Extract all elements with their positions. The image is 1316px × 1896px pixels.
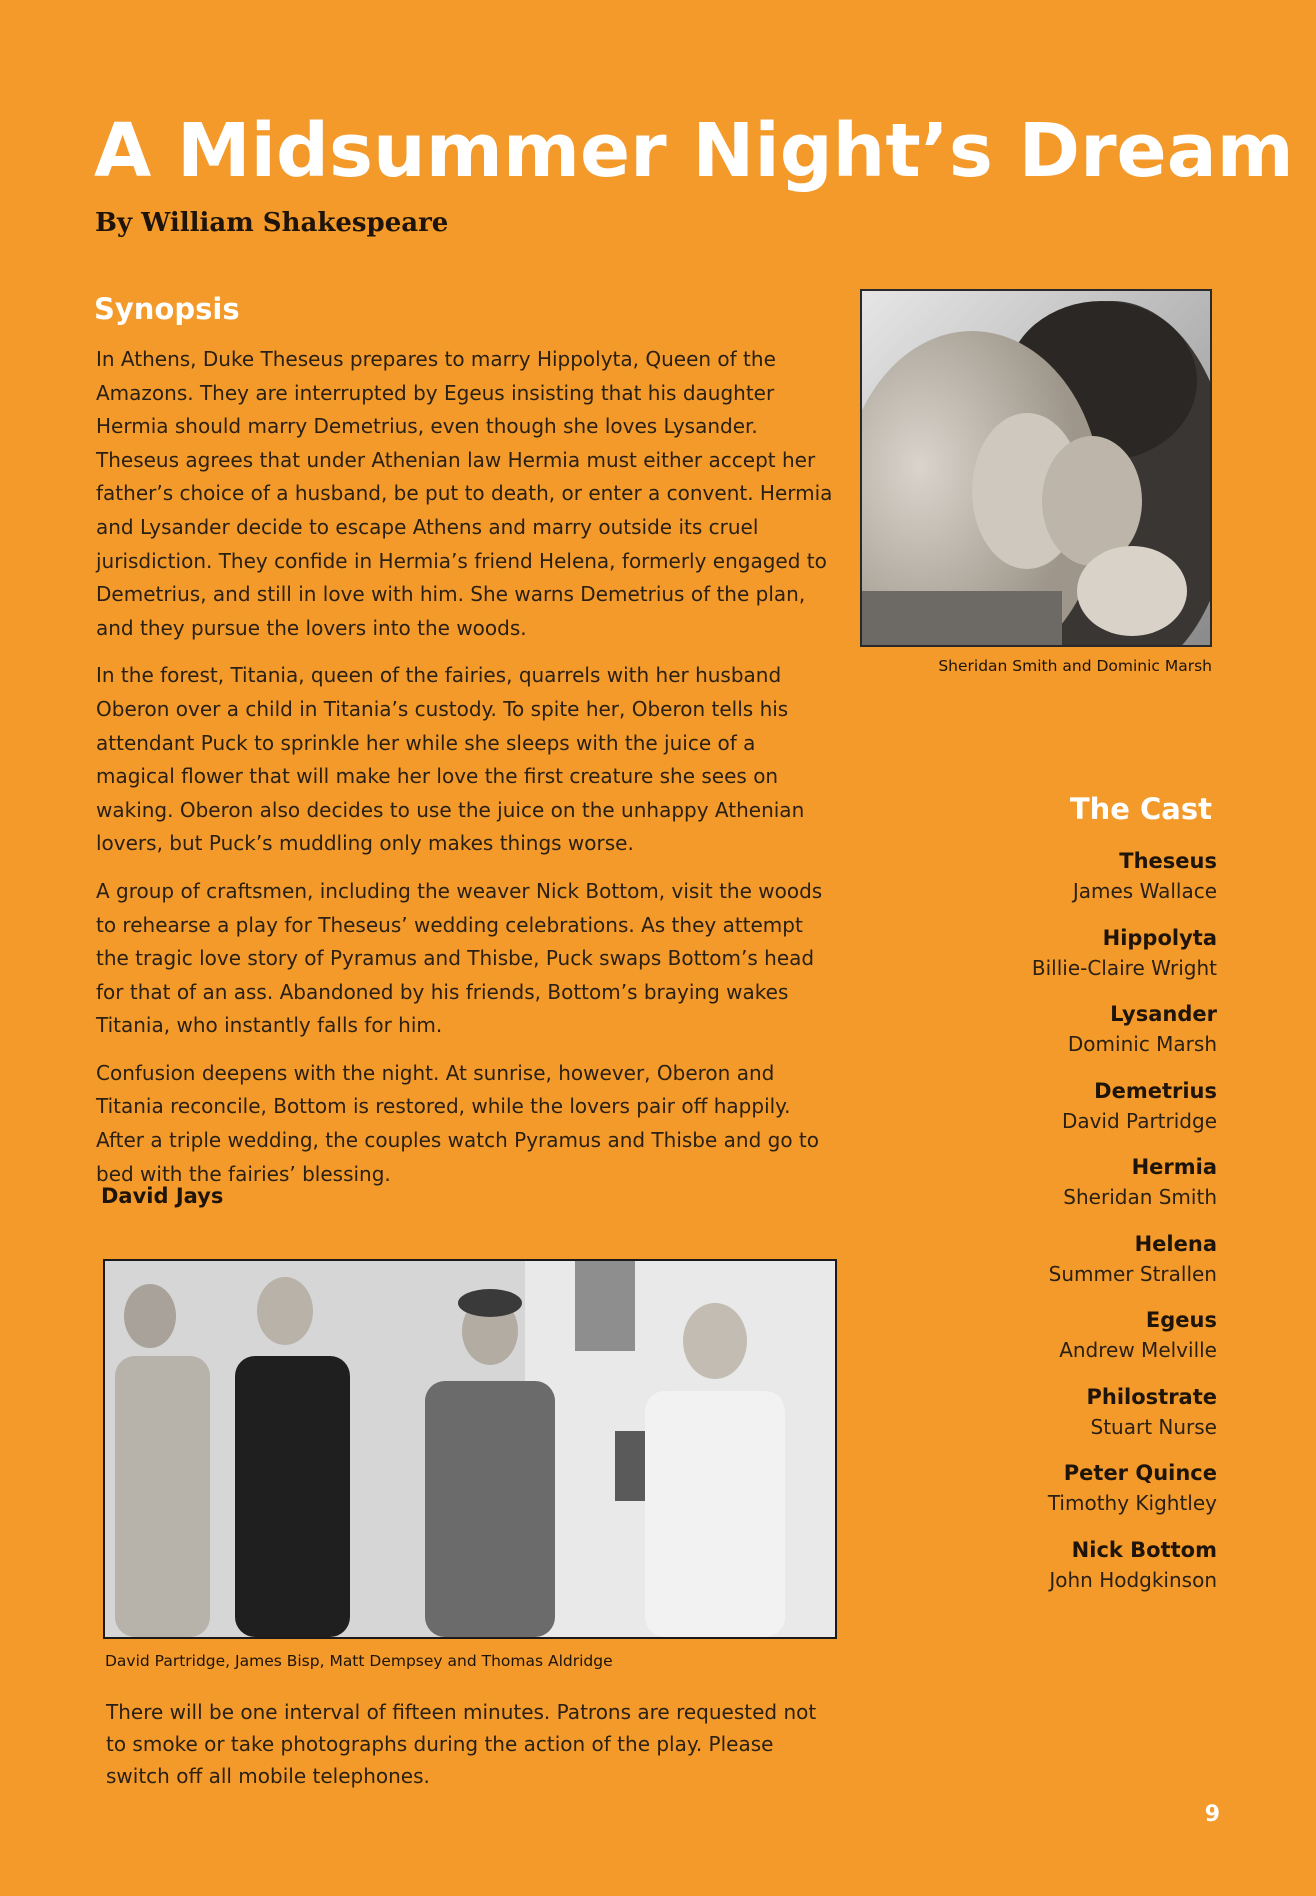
byline: By William Shakespeare — [95, 208, 449, 238]
cast-item — [917, 999, 1217, 1076]
cast-actor: Dominic Marsh — [1067, 1032, 1217, 1056]
synopsis-heading: Synopsis — [94, 292, 240, 326]
actors-photo-caption: David Partridge, James Bisp, Matt Dempsey and Thomas Aldridge — [105, 1652, 613, 1670]
actors-photo — [103, 1259, 837, 1639]
cast-actor: David Partridge — [1061, 1108, 1217, 1133]
cast-role: Lysander — [1110, 1002, 1217, 1026]
cast-actor: John Hodgkinson — [1049, 1567, 1217, 1592]
page-number: 9 — [1204, 1802, 1220, 1827]
cast-role: Helena — [1134, 1231, 1217, 1256]
audience-notice: There will be one interval of fifteen minutes. Patrons are requested not to smoke or take photographs during the action of the play. Please switch off all mobile telephones. — [106, 1700, 817, 1788]
cast-role: Hippolyta — [1102, 925, 1217, 950]
cast-heading: The Cast — [1069, 792, 1212, 826]
cast-item — [917, 1305, 1217, 1382]
synopsis-paragraph: A group of craftsmen, including the weaver Nick Bottom, visit the woods to rehearse a play for Theseus’ wedding celebrations. As they attempt the tragic love story of Pyramus and Thisbe, Puck swaps Bottom’s head for that of an ass. Abandoned by his friends, Bottom’s braying wakes Titania, who instantly falls for him. — [96, 878, 823, 1038]
cast-role: Demetrius — [1094, 1078, 1217, 1103]
cast-item — [917, 1535, 1217, 1612]
actors-photo-image — [105, 1261, 835, 1637]
couple-photo — [860, 289, 1212, 647]
cast-item — [917, 1152, 1217, 1229]
cast-item — [917, 923, 1217, 1000]
cast-role: Peter Quince — [1063, 1461, 1217, 1485]
synopsis-body — [96, 343, 836, 1205]
cast-list — [917, 846, 1217, 1611]
couple-photo-image — [862, 291, 1210, 645]
cast-role: Theseus — [1119, 849, 1217, 873]
cast-role: Philostrate — [1086, 1384, 1217, 1409]
cast-item — [917, 1076, 1217, 1153]
cast-actor: Sheridan Smith — [1063, 1185, 1217, 1209]
cast-item — [917, 846, 1217, 923]
cast-role: Hermia — [1131, 1155, 1217, 1179]
cast-actor: Summer Strallen — [1048, 1261, 1217, 1286]
cast-item — [917, 1229, 1217, 1306]
synopsis-paragraph: In the forest, Titania, queen of the fairies, quarrels with her husband Oberon over a child in Titania’s custody. To spite her, Oberon tells his attendant Puck to sprinkle her while she sleeps with the juice of a magical flower that will make her love the first creature she sees on waking. Oberon also decides to use the juice on the unhappy Athenian lovers, but Puck’s muddling only makes things worse. — [96, 663, 805, 856]
synopsis-author: David Jays — [101, 1184, 224, 1208]
cast-actor: James Wallace — [1072, 879, 1217, 903]
cast-actor: Andrew Melville — [1059, 1338, 1217, 1362]
synopsis-paragraph: In Athens, Duke Theseus prepares to marry Hippolyta, Queen of the Amazons. They are interrupted by Egeus insisting that his daughter Hermia should marry Demetrius, even though she loves Lysander. Theseus agrees that under Athenian law Hermia must either accept her father’s choice of a husband, be put to death, or enter a convent. Hermia and Lysander decide to escape Athens and marry outside its cruel jurisdiction. They confide in Hermia’s friend Helena, formerly engaged to Demetrius, and still in love with him. She warns Demetrius of the plan, and they pursue the lovers into the woods. — [96, 347, 833, 640]
cast-actor: Stuart Nurse — [1090, 1414, 1217, 1439]
cast-item — [917, 1458, 1217, 1535]
cast-role: Egeus — [1145, 1308, 1217, 1332]
page-title: A Midsummer Night’s Dream — [94, 108, 1294, 194]
cast-item — [917, 1382, 1217, 1459]
cast-role: Nick Bottom — [1071, 1537, 1217, 1562]
couple-photo-caption: Sheridan Smith and Dominic Marsh — [938, 657, 1212, 675]
cast-actor: Billie-Claire Wright — [1031, 955, 1217, 980]
synopsis-paragraph: Confusion deepens with the night. At sunrise, however, Oberon and Titania reconcile, Bottom is restored, while the lovers pair off happily. After a triple wedding, the couples watch Pyramus and Thisbe and go to bed with the fairies’ blessing. — [96, 1060, 820, 1186]
cast-actor: Timothy Kightley — [1047, 1491, 1217, 1515]
